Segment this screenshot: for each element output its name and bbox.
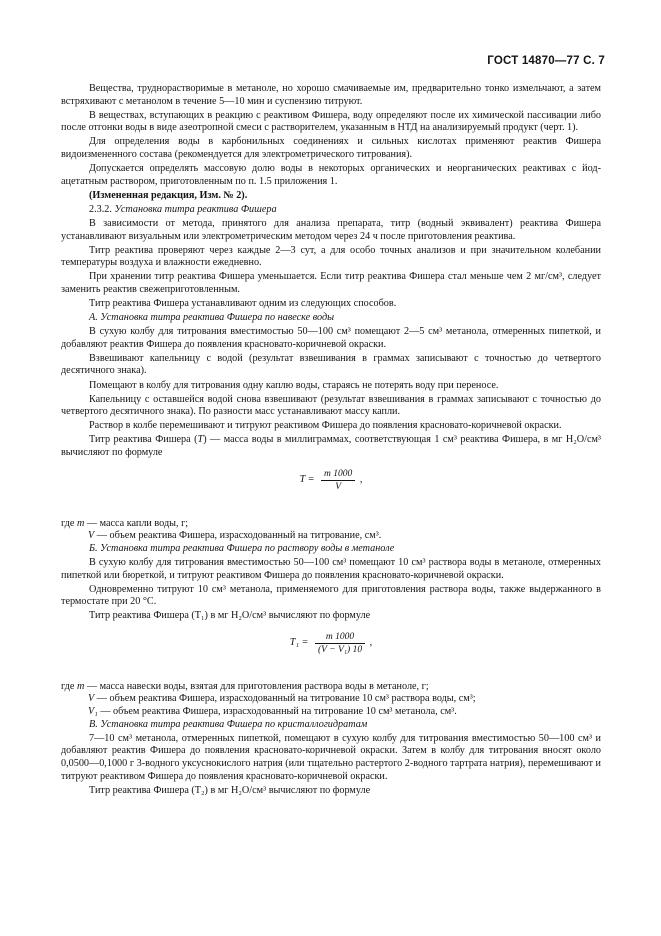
paragraph: Титр реактива проверяют через каждые 2—3 сут, а для особо точных анализов и при значительном колебании температуры воздуха и влажности ежедневно. [61, 244, 601, 269]
paragraph: Капельницу с оставшейся водой снова взвешивают (результат взвешивания в граммах записывают с точностью до четвертого десятичного знака). По разности масс устанавливают массу капли. [61, 393, 601, 418]
text-run: — объем реактива Фишера, израсходованный на титрование 10 см³ метанола, см³. [97, 706, 457, 718]
body-text [61, 83, 601, 799]
formula-lhs: T₁ = [289, 637, 309, 649]
text-run: — масса капли воды, г; [84, 517, 189, 529]
paragraph: Титр реактива Фишера устанавливают одним из следующих способов. [89, 298, 397, 309]
amendment-note: (Измененная редакция, Изм. № 2). [89, 189, 248, 201]
formula-punct: , [369, 637, 373, 649]
formula-denominator: (V − V₁) 10 [317, 644, 363, 655]
text-run: ) — масса воды в миллиграммах, соответствующая 1 см³ реактива Фишера, в мг H₂O/см³ вычисляют по формуле [61, 434, 601, 459]
section-heading [61, 204, 601, 217]
paragraph: Титр реактива Фишера (T₁) в мг H₂O/см³ вычисляют по формуле [89, 610, 371, 622]
page-header: ГОСТ 14870—77 С. 7 [487, 55, 605, 67]
definition [61, 530, 601, 543]
paragraph [61, 434, 601, 459]
paragraph: Титр реактива Фишера (T₂) в мг H₂O/см³ вычисляют по формуле [89, 784, 371, 796]
text-run: где [61, 517, 77, 529]
variable: V [88, 693, 95, 705]
formula-numerator: m 1000 [321, 468, 355, 481]
paragraph: В зависимости от метода, принятого для анализа препарата, титр (водный эквивалент) реактива Фишера устанавливают визуальным или электрометрическим методом через 24 ч после приготовления реактива. [61, 217, 601, 242]
paragraph: В веществах, вступающих в реакцию с реактивом Фишера, воду определяют после их химической пассивации либо после отгонки воды в виде азеотропной смеси с растворителем, указанным в НТД на анализируемый продукт (черт. 1). [61, 109, 601, 134]
formula-t [61, 468, 601, 508]
subsection-heading: А. Установка титра реактива Фишера по навеске воды [89, 312, 335, 324]
paragraph: Вещества, труднорастворимые в метаноле, но хорошо смачиваемые им, предварительно тонко измельчают, а затем встряхивают с метанолом в течение 5—10 мин и суспензию титруют. [61, 83, 601, 107]
formula-fraction [321, 468, 355, 493]
text-run: — объем реактива Фишера, израсходованный на титрование, см³. [94, 530, 382, 542]
paragraph: 7—10 см³ метанола, отмеренных пипеткой, помещают в сухую колбу для титрования вместимостью 50—100 см³ и добавляют реактив Фишера до появления красновато-коричневой окраски. Затем в колбу для титрования вносят около 0,0500—0,1000 г 3-водного уксуснокислого натрия (или тщательно растертого 2-водного тартрата натрия), перемешивают и титруют реактивом Фишера до появления красновато-коричневой окраски. [61, 732, 601, 782]
text-run: Титр реактива Фишера ( [89, 434, 198, 446]
paragraph: Допускается определять массовую долю воды в некоторых органических и неорганических реактивах с йод-ацетатным раствором, приготовленным по п. 1.5 приложения 1. [61, 163, 601, 187]
formula-numerator: m 1000 [315, 631, 365, 644]
formula-t1 [61, 631, 601, 671]
definition [61, 693, 601, 706]
paragraph: В сухую колбу для титрования вместимостью 50—100 см³ помещают 10 см³ раствора воды в метаноле, отмеренных пипеткой или бюреткой, и титруют реактивом Фишера до появления красновато-коричневой окраски. [61, 556, 601, 581]
text-run: — объем реактива Фишера, израсходованный на титрование 10 см³ раствора воды, см³; [94, 693, 476, 705]
formula-denominator: V [335, 481, 342, 492]
definition [61, 681, 601, 694]
paragraph: Взвешивают капельницу с водой (результат взвешивания в граммах записывают с точностью до четвертого десятичного знака). [61, 352, 601, 377]
definition [61, 518, 601, 531]
text-run: — масса навески воды, взятая для приготовления раствора воды в метаноле, г; [84, 680, 429, 692]
paragraph: Помещают в колбу для титрования одну каплю воды, стараясь не потерять воду при переносе. [89, 379, 499, 391]
variable: V [88, 530, 95, 542]
text-run: где [61, 680, 77, 692]
paragraph: Одновременно титруют 10 см³ метанола, применяемого для приготовления раствора воды, также выдержанного в термостате при 20 °С. [61, 583, 601, 608]
variable: T [197, 434, 204, 446]
variable: V₁ [88, 706, 98, 718]
variable: m [76, 680, 85, 692]
paragraph: Для определения воды в карбонильных соединениях и сильных кислотах применяют реактив Фишера видоизмененного состава (рекомендуется для электрометрического титрования). [61, 136, 601, 160]
subsection-heading: В. Установка титра реактива Фишера по кристаллогидратам [89, 718, 368, 730]
formula-fraction [315, 631, 365, 656]
formula-punct: , [359, 473, 363, 485]
definition [61, 706, 601, 719]
paragraph: Раствор в колбе перемешивают и титруют реактивом Фишера до появления красновато-коричневой окраски. [89, 420, 562, 432]
section-number: 2.3.2. [89, 203, 112, 215]
formula-lhs: T = [299, 473, 315, 485]
paragraph: При хранении титр реактива Фишера уменьшается. Если титр реактива Фишера стал меньше чем 2 мг/см³, следует заменить реактив свежеприготовленным. [61, 271, 601, 295]
paragraph: В сухую колбу для титрования вместимостью 50—100 см³ помещают 2—5 см³ метанола, отмеренных пипеткой, и добавляют реактив Фишера до появления красновато-коричневой окраски. [61, 326, 601, 350]
section-title: Установка титра реактива Фишера [114, 203, 277, 215]
variable: m [76, 517, 85, 529]
subsection-heading: Б. Установка титра реактива Фишера по раствору воды в метаноле [89, 542, 395, 554]
